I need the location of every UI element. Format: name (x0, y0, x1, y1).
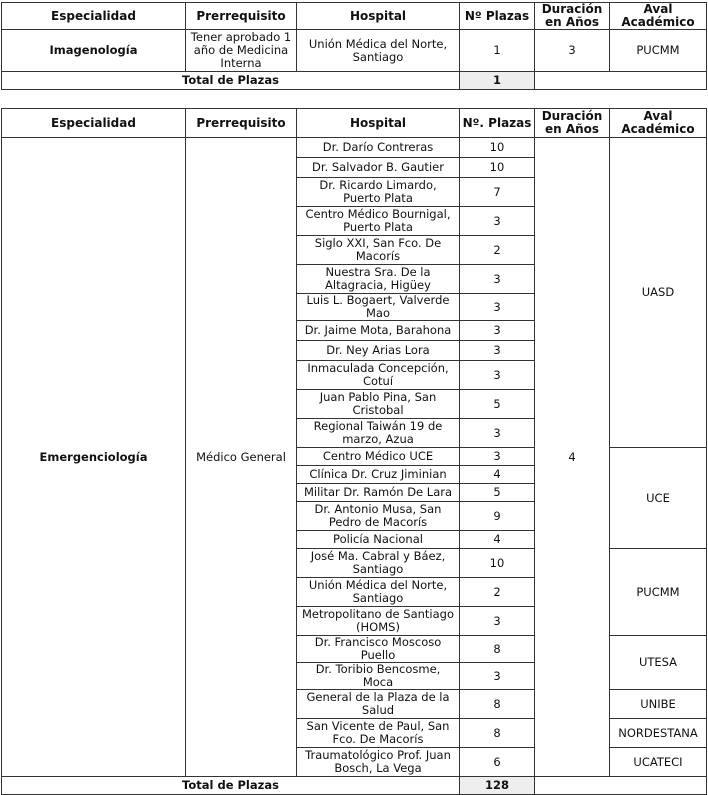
plazas-cell: 5 (460, 484, 535, 502)
plazas-cell: 3 (460, 341, 535, 361)
header-plazas: Nº. Plazas (460, 109, 535, 138)
header-row (2, 3, 707, 30)
plazas-cell: 4 (460, 531, 535, 549)
aval-cell-uce: UCE (610, 448, 707, 549)
table-row (2, 30, 707, 72)
hospital-cell: Unión Médica del Norte, Santiago (297, 578, 460, 607)
hospital-cell: Dr. Salvador B. Gautier (297, 158, 460, 178)
hospital-cell: Centro Médico UCE (297, 448, 460, 466)
hospital-cell: Traumatológico Prof. Juan Bosch, La Vega (297, 748, 460, 777)
hospital-cell: Dr. Ricardo Limardo, Puerto Plata (297, 178, 460, 207)
hospital-cell: Nuestra Sra. De la Altagracia, Higüey (297, 265, 460, 294)
table-row (2, 138, 707, 158)
plazas-cell: 2 (460, 578, 535, 607)
total-label: Total de Plazas (2, 72, 460, 90)
header-row (2, 109, 707, 138)
hospital-cell: Inmaculada Concepción, Cotuí (297, 361, 460, 390)
plazas-cell: 7 (460, 178, 535, 207)
plazas-cell: 3 (460, 607, 535, 636)
total-row (2, 72, 707, 90)
plazas-cell: 3 (460, 321, 535, 341)
duracion-cell: 3 (535, 30, 610, 72)
hospital-cell: Regional Taiwán 19 de marzo, Azua (297, 419, 460, 448)
plazas-cell: 1 (460, 30, 535, 72)
total-value: 128 (460, 777, 535, 795)
hospital-cell: José Ma. Cabral y Báez, Santiago (297, 549, 460, 578)
header-plazas: Nº Plazas (460, 3, 535, 30)
plazas-cell: 3 (460, 361, 535, 390)
header-aval: Aval Académico (610, 109, 707, 138)
hospital-cell: Militar Dr. Ramón De Lara (297, 484, 460, 502)
prerrequisito-cell: Médico General (186, 138, 297, 777)
aval-cell-uasd: UASD (610, 138, 707, 448)
plazas-cell: 3 (460, 419, 535, 448)
especialidad-cell: Emergenciología (2, 138, 186, 777)
plazas-cell: 10 (460, 158, 535, 178)
prerrequisito-cell: Tener aprobado 1 año de Medicina Interna (186, 30, 297, 72)
plazas-cell: 9 (460, 502, 535, 531)
header-hospital: Hospital (297, 109, 460, 138)
plazas-cell: 4 (460, 466, 535, 484)
hospital-cell: Luis L. Bogaert, Valverde Mao (297, 294, 460, 321)
duracion-cell: 4 (535, 138, 610, 777)
hospital-cell: Clínica Dr. Cruz Jiminian (297, 466, 460, 484)
total-label: Total de Plazas (2, 777, 460, 795)
hospital-cell: General de la Plaza de la Salud (297, 690, 460, 719)
hospital-cell: Dr. Darío Contreras (297, 138, 460, 158)
hospital-cell: Policía Nacional (297, 531, 460, 549)
header-hospital: Hospital (297, 3, 460, 30)
hospital-cell: Dr. Francisco Moscoso Puello (297, 636, 460, 663)
total-empty (535, 72, 707, 90)
hospital-cell: Juan Pablo Pina, San Cristobal (297, 390, 460, 419)
plazas-cell: 8 (460, 690, 535, 719)
header-prerrequisito: Prerrequisito (186, 3, 297, 30)
plazas-cell: 8 (460, 636, 535, 663)
plazas-cell: 3 (460, 265, 535, 294)
hospital-cell: Centro Médico Bournigal, Puerto Plata (297, 207, 460, 236)
header-aval: Aval Académico (610, 3, 707, 30)
hospital-cell: Dr. Ney Arias Lora (297, 341, 460, 361)
plazas-cell: 6 (460, 748, 535, 777)
plazas-cell: 10 (460, 549, 535, 578)
plazas-cell: 3 (460, 294, 535, 321)
plazas-cell: 3 (460, 663, 535, 690)
aval-cell-unibe: UNIBE (610, 690, 707, 719)
aval-cell-utesa: UTESA (610, 636, 707, 690)
total-empty (535, 777, 707, 795)
hospital-cell: Dr. Toribio Bencosme, Moca (297, 663, 460, 690)
hospital-cell: Dr. Antonio Musa, San Pedro de Macorís (297, 502, 460, 531)
hospital-cell: Siglo XXI, San Fco. De Macorís (297, 236, 460, 265)
aval-cell-ucateci: UCATECI (610, 748, 707, 777)
plazas-cell: 5 (460, 390, 535, 419)
header-especialidad: Especialidad (2, 109, 186, 138)
header-duracion: Duración en Años (535, 109, 610, 138)
aval-cell: PUCMM (610, 30, 707, 72)
hospital-cell: Unión Médica del Norte, Santiago (297, 30, 460, 72)
aval-cell-pucmm: PUCMM (610, 549, 707, 636)
plazas-cell: 3 (460, 207, 535, 236)
emergenciologia-table (1, 108, 707, 795)
header-especialidad: Especialidad (2, 3, 186, 30)
imagenologia-table (1, 2, 707, 90)
plazas-cell: 2 (460, 236, 535, 265)
total-value: 1 (460, 72, 535, 90)
hospital-cell: Metropolitano de Santiago (HOMS) (297, 607, 460, 636)
aval-cell-nordestana: NORDESTANA (610, 719, 707, 748)
plazas-cell: 8 (460, 719, 535, 748)
plazas-cell: 10 (460, 138, 535, 158)
hospital-cell: Dr. Jaime Mota, Barahona (297, 321, 460, 341)
plazas-cell: 3 (460, 448, 535, 466)
header-duracion: Duración en Años (535, 3, 610, 30)
hospital-cell: San Vicente de Paul, San Fco. De Macorís (297, 719, 460, 748)
total-row (2, 777, 707, 795)
header-prerrequisito: Prerrequisito (186, 109, 297, 138)
especialidad-cell: Imagenología (2, 30, 186, 72)
